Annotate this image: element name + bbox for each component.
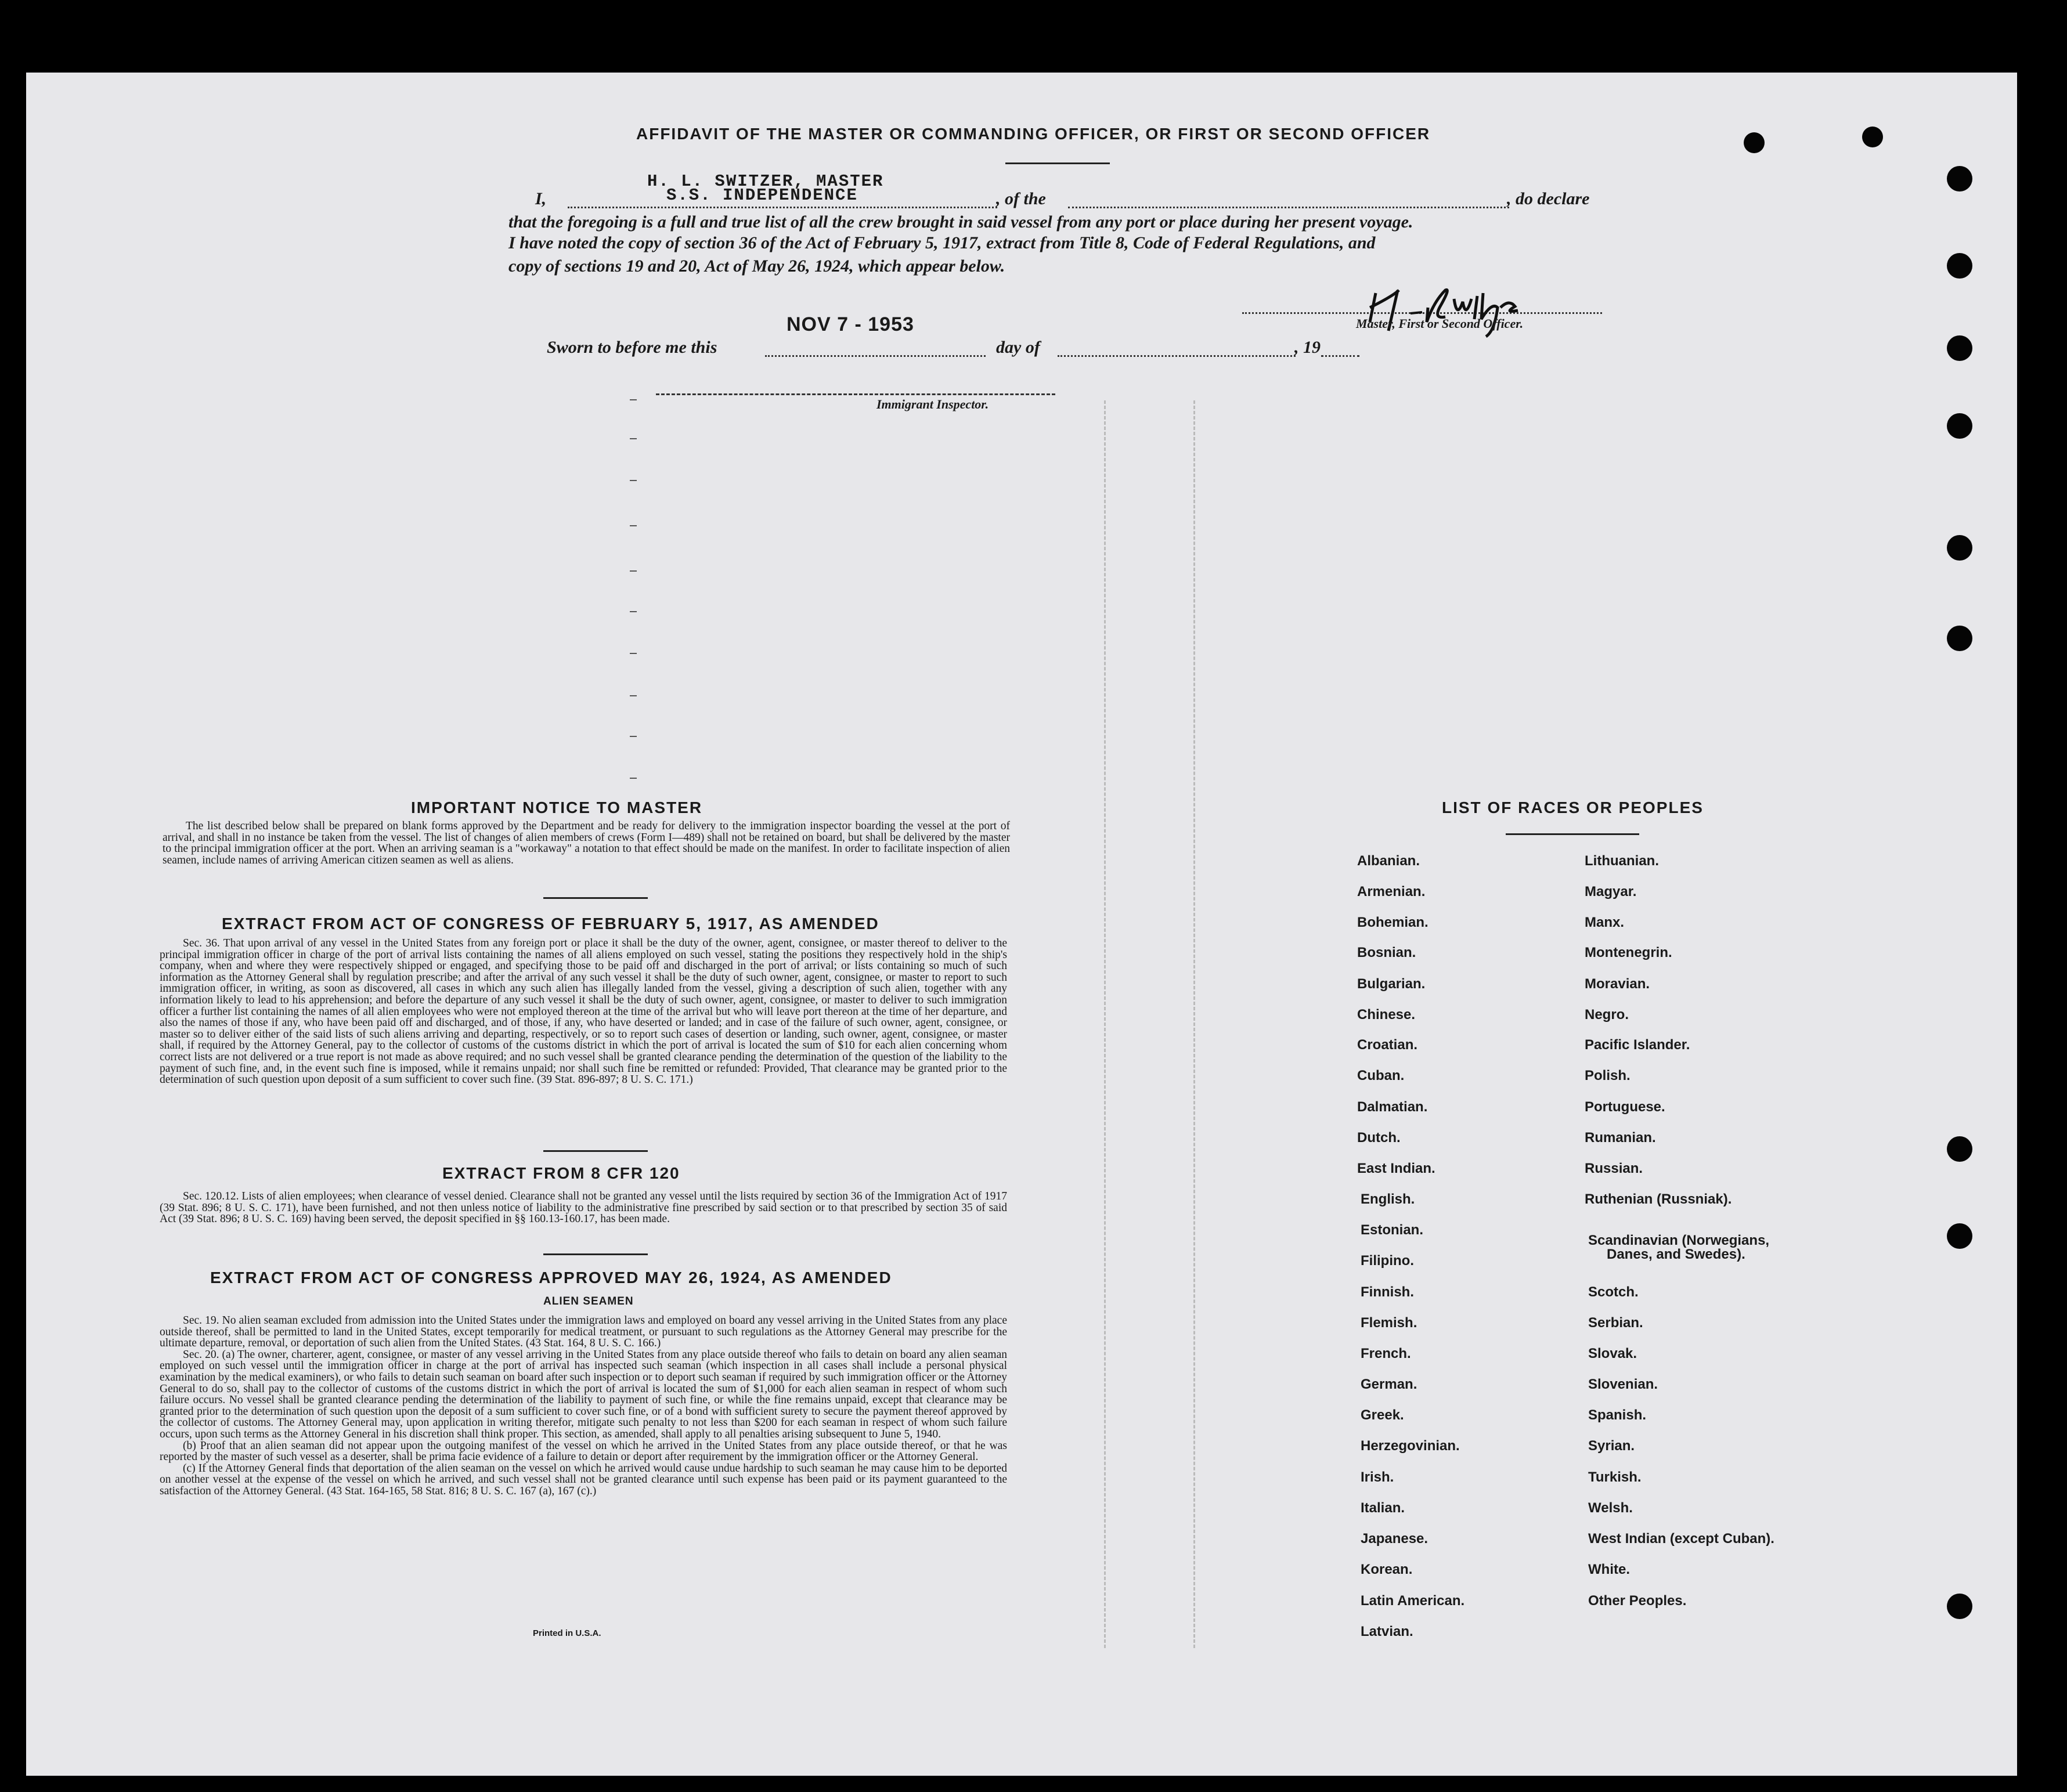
inspector-blank — [656, 393, 1055, 395]
race-item: Bulgarian. — [1357, 976, 1426, 992]
race-item: Scotch. — [1588, 1284, 1639, 1300]
sworn-label: Sworn to before me this — [547, 338, 717, 357]
extract-1924-title: EXTRACT FROM ACT OF CONGRESS APPROVED MAY 26, 1924, AS AMENDED — [210, 1269, 892, 1287]
punch-hole — [1947, 1594, 1972, 1619]
extract-1917-text — [160, 938, 1007, 1086]
race-item: Scandinavian (Norwegians, — [1588, 1233, 1770, 1248]
notice-text — [163, 821, 1010, 866]
margin-tick — [630, 480, 637, 481]
declaration-line-3: I have noted the copy of section 36 of the Act of February 5, 1917, extract from Title 8, Code of Federal Regulations, and — [508, 233, 1376, 252]
race-item: Montenegrin. — [1585, 945, 1672, 960]
race-item: Filipino. — [1361, 1253, 1414, 1269]
year-label: , 19 — [1294, 338, 1321, 357]
race-item: Dalmatian. — [1357, 1099, 1428, 1115]
race-item: French. — [1361, 1346, 1411, 1361]
notice-title: IMPORTANT NOTICE TO MASTER — [411, 799, 703, 816]
extract-1917-title: EXTRACT FROM ACT OF CONGRESS OF FEBRUARY 5, 1917, AS AMENDED — [222, 915, 879, 933]
race-item: English. — [1361, 1191, 1415, 1207]
name-blank — [568, 207, 997, 208]
race-item: Russian. — [1585, 1161, 1643, 1176]
race-item: Other Peoples. — [1588, 1593, 1687, 1609]
alien-seamen-subtitle: ALIEN SEAMEN — [543, 1295, 634, 1307]
race-item: Serbian. — [1588, 1315, 1643, 1331]
race-item: Herzegovinian. — [1361, 1438, 1460, 1454]
race-item: Bohemian. — [1357, 915, 1428, 930]
race-item: Syrian. — [1588, 1438, 1635, 1454]
declaration-line-4: copy of sections 19 and 20, Act of May 26, 1924, which appear below. — [508, 256, 1005, 276]
sworn-year-blank — [1321, 355, 1359, 357]
race-item: Slovenian. — [1588, 1376, 1658, 1392]
margin-tick — [630, 736, 637, 737]
punch-hole — [1947, 535, 1972, 561]
affidavit-title: AFFIDAVIT OF THE MASTER OR COMMANDING OFFICER, OR FIRST OR SECOND OFFICER — [636, 125, 1431, 143]
extract-cfr-text — [160, 1191, 1007, 1225]
section-19-paragraph: Sec. 19. No alien seaman excluded from admission into the United States under the immigration laws and employed on board any vessel arriving in the United States from any place outside thereof, shall be permitted to land in the United States, except temporarily for medical treatment, or pursuant to such regulations as the Attorney General may prescribe for the ultimate departure, removal, or deportation of such alien from the United States. (43 Stat. 164, 8 U. S. C. 166.) — [160, 1314, 1007, 1350]
punch-hole — [1947, 335, 1972, 361]
notice-paragraph: The list described below shall be prepared on blank forms approved by the Department and be ready for delivery to the immigration inspector boarding the vessel at the port of arrival, and shall in no instance be taken from the vessel. The list of changes of alien members of crews (Form I—489) shall not be retained on board, but shall be delivered by the master to the principal immigration officer at the port. When an arriving seaman is a "workaway" a notation to that effect should be made on the manifest. In order to facilitate inspection of alien seamen, include names of arriving American citizen seamen as well as aliens. — [163, 820, 1010, 866]
race-item: Turkish. — [1588, 1469, 1642, 1485]
section-20a-paragraph: Sec. 20. (a) The owner, charterer, agent, consignee, or master of any vessel arriving in the United States from any place outside thereof who fails to detain on board any alien seaman employed on such vessel until the immigration officer in charge at the port of arrival has inspected such seaman (which inspection in all cases shall include a personal physical examination by the medical examiners), or who fails to detain such seaman on board after such inspection or to deport such seaman if required by such immigration officer or the Attorney General to do so, shall pay to the collector of customs of the customs district in which the port of arrival is located the sum of $1,000 for each alien seaman in respect of whom such failure occurs. No vessel shall be granted clearance pending the determination of the liability to payment of such fine, or while the fine remains unpaid, except that clearance may be granted prior to the determination of such question upon the deposit of a sum sufficient to cover such fine, or of a bond with sufficient surety to secure the payment thereof approved by the collector of customs. The Attorney General may, upon application in writing therefor, mitigate such penalty to not less than $200 for each seaman in respect of whom such failure occurs, upon such terms as the Attorney General in his discretion shall think proper. This section, as amended, shall apply to all penalties arising subsequent to June 5, 1940. — [160, 1348, 1007, 1440]
margin-tick — [630, 611, 637, 612]
typed-vessel-name: S.S. INDEPENDENCE — [666, 186, 858, 205]
declaration-line-2: that the foregoing is a full and true list of all the crew brought in said vessel from any port or place during her present voyage. — [508, 212, 1413, 232]
section-20c-paragraph: (c) If the Attorney General finds that deportation of the alien seaman on the vessel on which he arrived would cause undue hardship to such seaman he may cause him to be deported on another vessel at the expense of the vessel on which he arrived, and such vessel shall not be granted clearance until such expense has been paid or its payment guaranteed to the satisfaction of the Attorney General. (43 Stat. 164-165, 58 Stat. 816; 8 U. S. C. 167 (a), 167 (c).) — [160, 1462, 1007, 1497]
do-declare-label: , do declare — [1507, 189, 1590, 208]
race-item: Ruthenian (Russniak). — [1585, 1191, 1732, 1207]
race-item: East Indian. — [1357, 1161, 1435, 1176]
race-item: Manx. — [1585, 915, 1625, 930]
margin-tick — [630, 525, 637, 526]
races-title: LIST OF RACES OR PEOPLES — [1442, 799, 1704, 816]
punch-hole — [1947, 1223, 1972, 1249]
races-title-underline — [1506, 833, 1639, 835]
race-item: Dutch. — [1357, 1130, 1401, 1146]
column-divider — [1104, 400, 1106, 1648]
race-item: Chinese. — [1357, 1007, 1416, 1023]
race-item: Slovak. — [1588, 1346, 1637, 1361]
race-item: Danes, and Swedes). — [1607, 1247, 1745, 1262]
printed-in-usa: Printed in U.S.A. — [533, 1628, 601, 1638]
punch-hole — [1947, 1136, 1972, 1162]
section-divider — [543, 897, 648, 899]
race-item: Albanian. — [1357, 853, 1420, 869]
margin-tick — [630, 438, 637, 439]
extract-cfr-title: EXTRACT FROM 8 CFR 120 — [442, 1164, 680, 1182]
race-item: Lithuanian. — [1585, 853, 1659, 869]
punch-hole — [1947, 253, 1972, 279]
race-item: Bosnian. — [1357, 945, 1416, 960]
section-20b-paragraph: (b) Proof that an alien seaman did not appear upon the outgoing manifest of the vessel on which he arrived in the United States from any place outside thereof, or that he was reported by the master of such vessel as a deserter, shall be prima facie evidence of a failure to detain or deport after requirement by the immigration officer or the Attorney General. — [160, 1439, 1007, 1464]
margin-tick — [630, 778, 637, 779]
race-item: Japanese. — [1361, 1531, 1428, 1547]
race-item: Greek. — [1361, 1407, 1404, 1423]
race-item: Latin American. — [1361, 1593, 1465, 1609]
race-item: Portuguese. — [1585, 1099, 1665, 1115]
race-item: White. — [1588, 1562, 1630, 1577]
race-item: German. — [1361, 1376, 1417, 1392]
race-item: Spanish. — [1588, 1407, 1647, 1423]
race-item: Italian. — [1361, 1500, 1405, 1516]
inspector-caption: Immigrant Inspector. — [876, 397, 989, 411]
vessel-blank — [1068, 207, 1509, 208]
margin-tick — [630, 653, 637, 654]
punch-hole — [1947, 626, 1972, 651]
race-item: Latvian. — [1361, 1624, 1413, 1639]
date-stamp: NOV 7 - 1953 — [787, 313, 914, 335]
race-item: Flemish. — [1361, 1315, 1417, 1331]
race-item: Cuban. — [1357, 1068, 1405, 1083]
race-item: Magyar. — [1585, 884, 1637, 899]
race-item: Negro. — [1585, 1007, 1629, 1023]
race-item: Polish. — [1585, 1068, 1630, 1083]
race-item: Armenian. — [1357, 884, 1426, 899]
margin-tick — [630, 570, 637, 572]
declaration-i: I, — [535, 189, 547, 208]
punch-hole — [1947, 413, 1972, 439]
punch-hole — [1947, 166, 1972, 192]
section-120-paragraph: Sec. 120.12. Lists of alien employees; when clearance of vessel denied. Clearance shall not be granted any vessel until the lists required by section 36 of the Immigration Act of 1917 (39 Stat. 896; 8 U. S. C. 171), have been furnished, and not then unless notice of liability to the administrative fine prescribed by said section or to that prescribed by section 35 of said Act (39 Stat. 896; 8 U. S. C. 169) having been served, the deposit specified in §§ 160.13-160.17, has been made. — [160, 1190, 1007, 1226]
race-item: Irish. — [1361, 1469, 1394, 1485]
master-signature — [1358, 267, 1532, 345]
margin-tick — [630, 695, 637, 696]
race-item: Croatian. — [1357, 1037, 1418, 1053]
sworn-day-blank — [765, 355, 986, 357]
race-item: Korean. — [1361, 1562, 1413, 1577]
day-of-label: day of — [996, 338, 1040, 357]
punch-hole — [1862, 127, 1883, 147]
extract-1924-text — [160, 1315, 1007, 1497]
of-the-label: , of the — [996, 189, 1046, 208]
title-underline — [1005, 162, 1110, 164]
typed-master-name: H. L. SWITZER, MASTER — [647, 172, 884, 191]
race-item: Moravian. — [1585, 976, 1650, 992]
sworn-month-blank — [1058, 355, 1296, 357]
race-item: Rumanian. — [1585, 1130, 1656, 1146]
race-item: West Indian (except Cuban). — [1588, 1531, 1774, 1547]
race-item: Welsh. — [1588, 1500, 1633, 1516]
signature-caption: Master, First or Second Officer. — [1356, 316, 1524, 331]
margin-tick — [630, 399, 637, 400]
race-item: Estonian. — [1361, 1222, 1424, 1238]
section-divider — [543, 1253, 648, 1255]
section-divider — [543, 1150, 648, 1152]
section-36-paragraph: Sec. 36. That upon arrival of any vessel in the United States from any foreign port or place it shall be the duty of the owner, agent, consignee, or master thereof to deliver to the principal immigration officer in charge of the port of arrival lists containing the names of all aliens employed on such vessel, stating the positions they respectively hold in the ship's company, when and where they were respectively shipped or engaged, and specifying those to be paid off and discharged in the port of arrival; or lists containing so much of such information as the Attorney General shall by regulation prescribe; and after the arrival of any such vessel it shall be the duty of such owner, agent, consignee, or master to report to such immigration officer, in writing, as soon as discovered, all cases in which any such alien has illegally landed from the vessel, giving a description of such alien, together with any information likely to lead to his apprehension; and before the departure of any such vessel it shall be the duty of such owner, agent, consignee, or master to deliver to such immigration officer a further list containing the names of all alien employees who were not employed thereon at the time of the arrival but who will leave port thereon at the time of her departure, and also the names of those if any, who have been paid off and discharged, and of those, if any, who have deserted or landed; and in case of the failure of such owner, agent, consignee, or master so to deliver either of the said lists of such aliens arriving and departing, respectively, or so to report such cases of desertion or landing, such owner, agent, consignee, or master shall, if required by the Attorney General, pay to the collector of customs of the customs district in which the port of arrival is located the sum of $10 for each alien concerning whom correct lists are not delivered or a true report is not made as above required; and no such vessel shall be granted clearance pending the determination of the question of the liability to the payment of such fine, and, in the event such fine is imposed, while it remains unpaid; nor shall such fine be remitted or refunded: Provided, That clearance may be granted prior to the determination of such question upon deposit of a sum sufficient to cover such fine. (39 Stat. 896-897; 8 U. S. C. 171.) — [160, 937, 1007, 1086]
column-divider — [1193, 400, 1195, 1648]
race-item: Finnish. — [1361, 1284, 1414, 1300]
race-item: Pacific Islander. — [1585, 1037, 1690, 1053]
punch-hole — [1744, 132, 1765, 153]
